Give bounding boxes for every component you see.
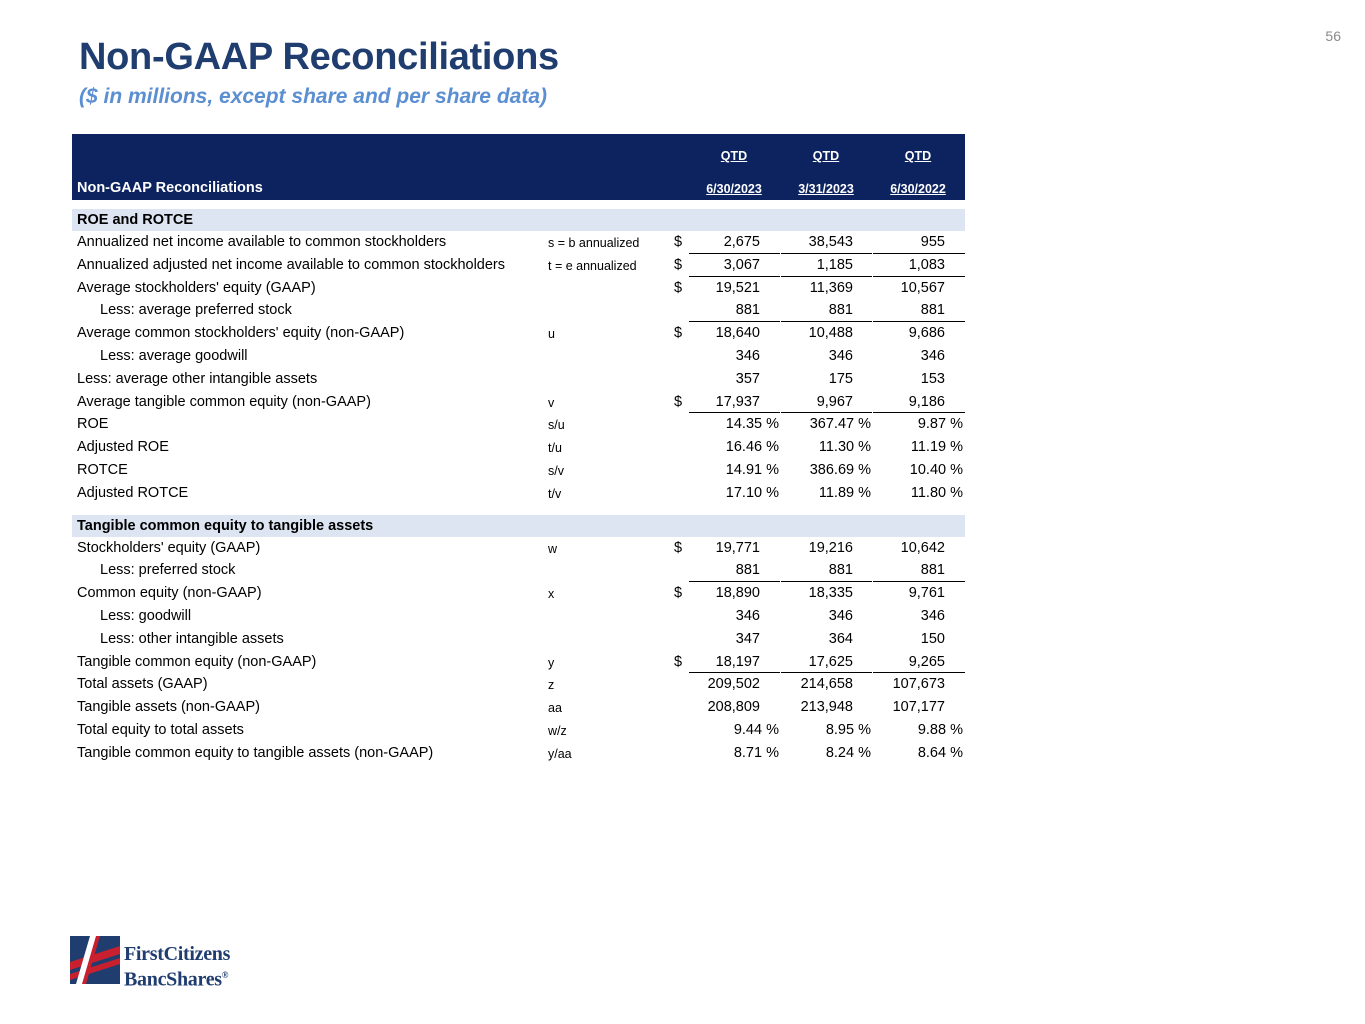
table-row xyxy=(72,582,965,605)
reconciliation-table xyxy=(72,134,965,765)
table-row xyxy=(72,559,965,582)
row-value-3: 9,686 xyxy=(908,325,945,342)
dollar-sign: $ xyxy=(674,256,683,273)
row-value-3: 11.80 % xyxy=(910,484,963,501)
flag-logo-icon xyxy=(70,932,122,986)
row-value-1: 346 xyxy=(735,347,760,364)
table-row xyxy=(72,537,965,560)
row-value-2: 346 xyxy=(828,347,853,364)
row-label: Tangible common equity (non-GAAP) xyxy=(77,653,317,670)
dollar-sign: $ xyxy=(674,585,683,602)
row-value-3: 346 xyxy=(920,347,945,364)
row-formula: z xyxy=(548,678,555,693)
row-formula: aa xyxy=(548,701,562,716)
table-row xyxy=(72,277,965,300)
table-header xyxy=(72,134,965,200)
row-value-3: 346 xyxy=(920,607,945,624)
row-value-1: 14.35 % xyxy=(725,416,779,433)
row-value-2: 11.89 % xyxy=(818,484,871,501)
row-label: Annualized adjusted net income available to common stockholders xyxy=(77,256,505,273)
row-value-1: 19,771 xyxy=(715,539,760,556)
row-formula: x xyxy=(548,587,555,602)
row-value-2: 881 xyxy=(828,562,853,579)
row-label: Average tangible common equity (non-GAAP) xyxy=(77,393,371,410)
row-value-1: 19,521 xyxy=(715,279,760,296)
row-formula: u xyxy=(548,327,555,342)
table-row xyxy=(72,673,965,696)
row-value-2: 175 xyxy=(828,370,853,387)
row-value-2: 881 xyxy=(828,302,853,319)
period-1-qtd: QTD xyxy=(720,149,748,163)
row-formula: y/aa xyxy=(548,746,572,761)
dollar-sign: $ xyxy=(674,325,683,342)
row-value-3: 9.87 % xyxy=(917,416,963,433)
row-value-1: 208,809 xyxy=(707,699,760,716)
logo-line-1: FirstCitizens xyxy=(124,943,231,965)
row-value-3: 11.19 % xyxy=(910,439,963,456)
table-row xyxy=(72,696,965,719)
dollar-sign: $ xyxy=(674,279,683,296)
row-value-2: 8.95 % xyxy=(825,721,871,738)
row-formula: t = e annualized xyxy=(548,258,637,273)
row-label: Tangible common equity to tangible assets (non-GAAP) xyxy=(77,744,434,761)
period-2-qtd: QTD xyxy=(812,149,840,163)
row-value-1: 17,937 xyxy=(715,393,760,410)
row-label: Average stockholders' equity (GAAP) xyxy=(77,279,316,296)
row-formula: s/u xyxy=(548,418,565,433)
row-label: Adjusted ROTCE xyxy=(77,484,189,501)
row-value-3: 9,186 xyxy=(908,393,945,410)
table-row xyxy=(72,345,965,368)
table-row xyxy=(72,459,965,482)
row-label: Total assets (GAAP) xyxy=(77,676,208,693)
row-formula: t/u xyxy=(548,441,562,456)
row-value-3: 881 xyxy=(920,562,945,579)
row-value-2: 11.30 % xyxy=(818,439,871,456)
row-value-1: 14.91 % xyxy=(725,461,779,478)
row-value-3: 107,673 xyxy=(892,676,945,693)
row-label: ROTCE xyxy=(77,461,128,478)
row-formula: t/v xyxy=(548,486,562,501)
row-value-1: 2,675 xyxy=(723,234,760,250)
row-label: Less: average preferred stock xyxy=(100,302,292,319)
table-row xyxy=(72,436,965,459)
row-label: ROE xyxy=(77,416,109,433)
table-row xyxy=(72,413,965,436)
row-value-2: 11,369 xyxy=(809,279,853,296)
table-row xyxy=(72,482,965,505)
row-value-1: 881 xyxy=(735,302,760,319)
row-value-1: 346 xyxy=(735,607,760,624)
row-value-1: 18,197 xyxy=(715,653,760,670)
row-label: Adjusted ROE xyxy=(77,439,169,456)
row-value-1: 18,890 xyxy=(715,585,760,602)
row-value-3: 150 xyxy=(920,630,945,647)
row-label: Tangible assets (non-GAAP) xyxy=(77,699,260,716)
row-value-1: 17.10 % xyxy=(725,484,779,501)
row-value-2: 9,967 xyxy=(816,393,853,410)
row-value-2: 19,216 xyxy=(808,539,853,556)
row-formula: w xyxy=(548,541,558,556)
row-formula: s/v xyxy=(548,463,564,478)
page-title: Non-GAAP Reconciliations xyxy=(79,36,559,78)
row-value-2: 213,948 xyxy=(800,699,853,716)
dollar-sign: $ xyxy=(674,393,683,410)
row-label: Less: average goodwill xyxy=(100,347,248,364)
row-value-3: 955 xyxy=(920,234,945,250)
row-label: Less: goodwill xyxy=(100,607,192,624)
row-value-1: 881 xyxy=(735,562,760,579)
row-value-3: 881 xyxy=(920,302,945,319)
dollar-sign: $ xyxy=(674,234,683,250)
page-subtitle: ($ in millions, except share and per share data) xyxy=(79,85,547,108)
row-value-1: 9.44 % xyxy=(733,721,779,738)
table-row xyxy=(72,368,965,391)
row-label: Stockholders' equity (GAAP) xyxy=(77,539,261,556)
row-value-3: 10,642 xyxy=(900,539,945,556)
table-row xyxy=(72,605,965,628)
row-value-2: 10,488 xyxy=(808,325,853,342)
period-1-date: 6/30/2023 xyxy=(706,182,762,196)
table-body xyxy=(72,209,965,765)
row-label: Average common stockholders' equity (non-GAAP) xyxy=(77,325,405,342)
row-value-1: 3,067 xyxy=(723,256,760,273)
row-value-3: 10.40 % xyxy=(909,461,963,478)
table-row xyxy=(72,391,965,414)
company-logo xyxy=(70,932,260,991)
row-label: Common equity (non-GAAP) xyxy=(77,585,262,602)
logo-line-2: BancShares xyxy=(124,968,222,991)
row-value-1: 18,640 xyxy=(715,325,760,342)
table-header-label: Non-GAAP Reconciliations xyxy=(77,180,263,196)
row-value-2: 214,658 xyxy=(800,676,853,693)
row-value-1: 347 xyxy=(735,630,760,647)
table-row xyxy=(72,231,965,254)
row-value-2: 1,185 xyxy=(816,256,853,273)
period-3-date: 6/30/2022 xyxy=(890,182,946,196)
period-2-date: 3/31/2023 xyxy=(798,182,854,196)
section-header: ROE and ROTCE xyxy=(72,209,965,231)
row-value-2: 346 xyxy=(828,607,853,624)
row-value-3: 153 xyxy=(920,370,945,387)
row-value-3: 9.88 % xyxy=(917,721,963,738)
row-value-1: 16.46 % xyxy=(725,439,779,456)
period-3-qtd: QTD xyxy=(904,149,932,163)
row-value-1: 357 xyxy=(735,370,760,387)
row-value-3: 1,083 xyxy=(908,256,945,273)
row-formula: s = b annualized xyxy=(548,236,640,250)
row-formula: w/z xyxy=(548,723,567,738)
row-value-2: 38,543 xyxy=(808,234,853,250)
row-formula: y xyxy=(548,655,555,670)
row-value-1: 209,502 xyxy=(707,676,760,693)
section-header: Tangible common equity to tangible assets xyxy=(72,515,965,537)
page-number: 56 xyxy=(1325,28,1341,44)
row-value-3: 107,177 xyxy=(892,699,945,716)
row-value-2: 17,625 xyxy=(808,653,853,670)
row-value-2: 367.47 % xyxy=(809,416,871,433)
row-label: Less: other intangible assets xyxy=(100,630,284,647)
row-value-3: 10,567 xyxy=(900,279,945,296)
row-value-3: 9,761 xyxy=(908,585,945,602)
row-label: Less: preferred stock xyxy=(100,562,236,579)
table-row xyxy=(72,254,965,277)
logo-wordmark xyxy=(124,944,230,991)
row-value-2: 18,335 xyxy=(808,585,853,602)
row-value-3: 8.64 % xyxy=(917,744,963,761)
dollar-sign: $ xyxy=(674,539,683,556)
logo-registered-mark: ® xyxy=(221,970,229,980)
row-value-2: 8.24 % xyxy=(825,744,871,761)
row-label: Less: average other intangible assets xyxy=(77,370,318,387)
row-label: Total equity to total assets xyxy=(77,721,244,738)
dollar-sign: $ xyxy=(674,653,683,670)
table-row xyxy=(72,628,965,651)
row-value-2: 386.69 % xyxy=(809,461,871,478)
table-row xyxy=(72,322,965,345)
row-value-3: 9,265 xyxy=(908,653,945,670)
row-label: Annualized net income available to common stockholders xyxy=(77,234,447,250)
row-value-1: 8.71 % xyxy=(733,744,779,761)
table-row xyxy=(72,742,965,765)
table-row xyxy=(72,719,965,742)
row-value-2: 364 xyxy=(828,630,853,647)
table-row xyxy=(72,299,965,322)
row-formula: v xyxy=(548,395,555,410)
table-row xyxy=(72,651,965,674)
